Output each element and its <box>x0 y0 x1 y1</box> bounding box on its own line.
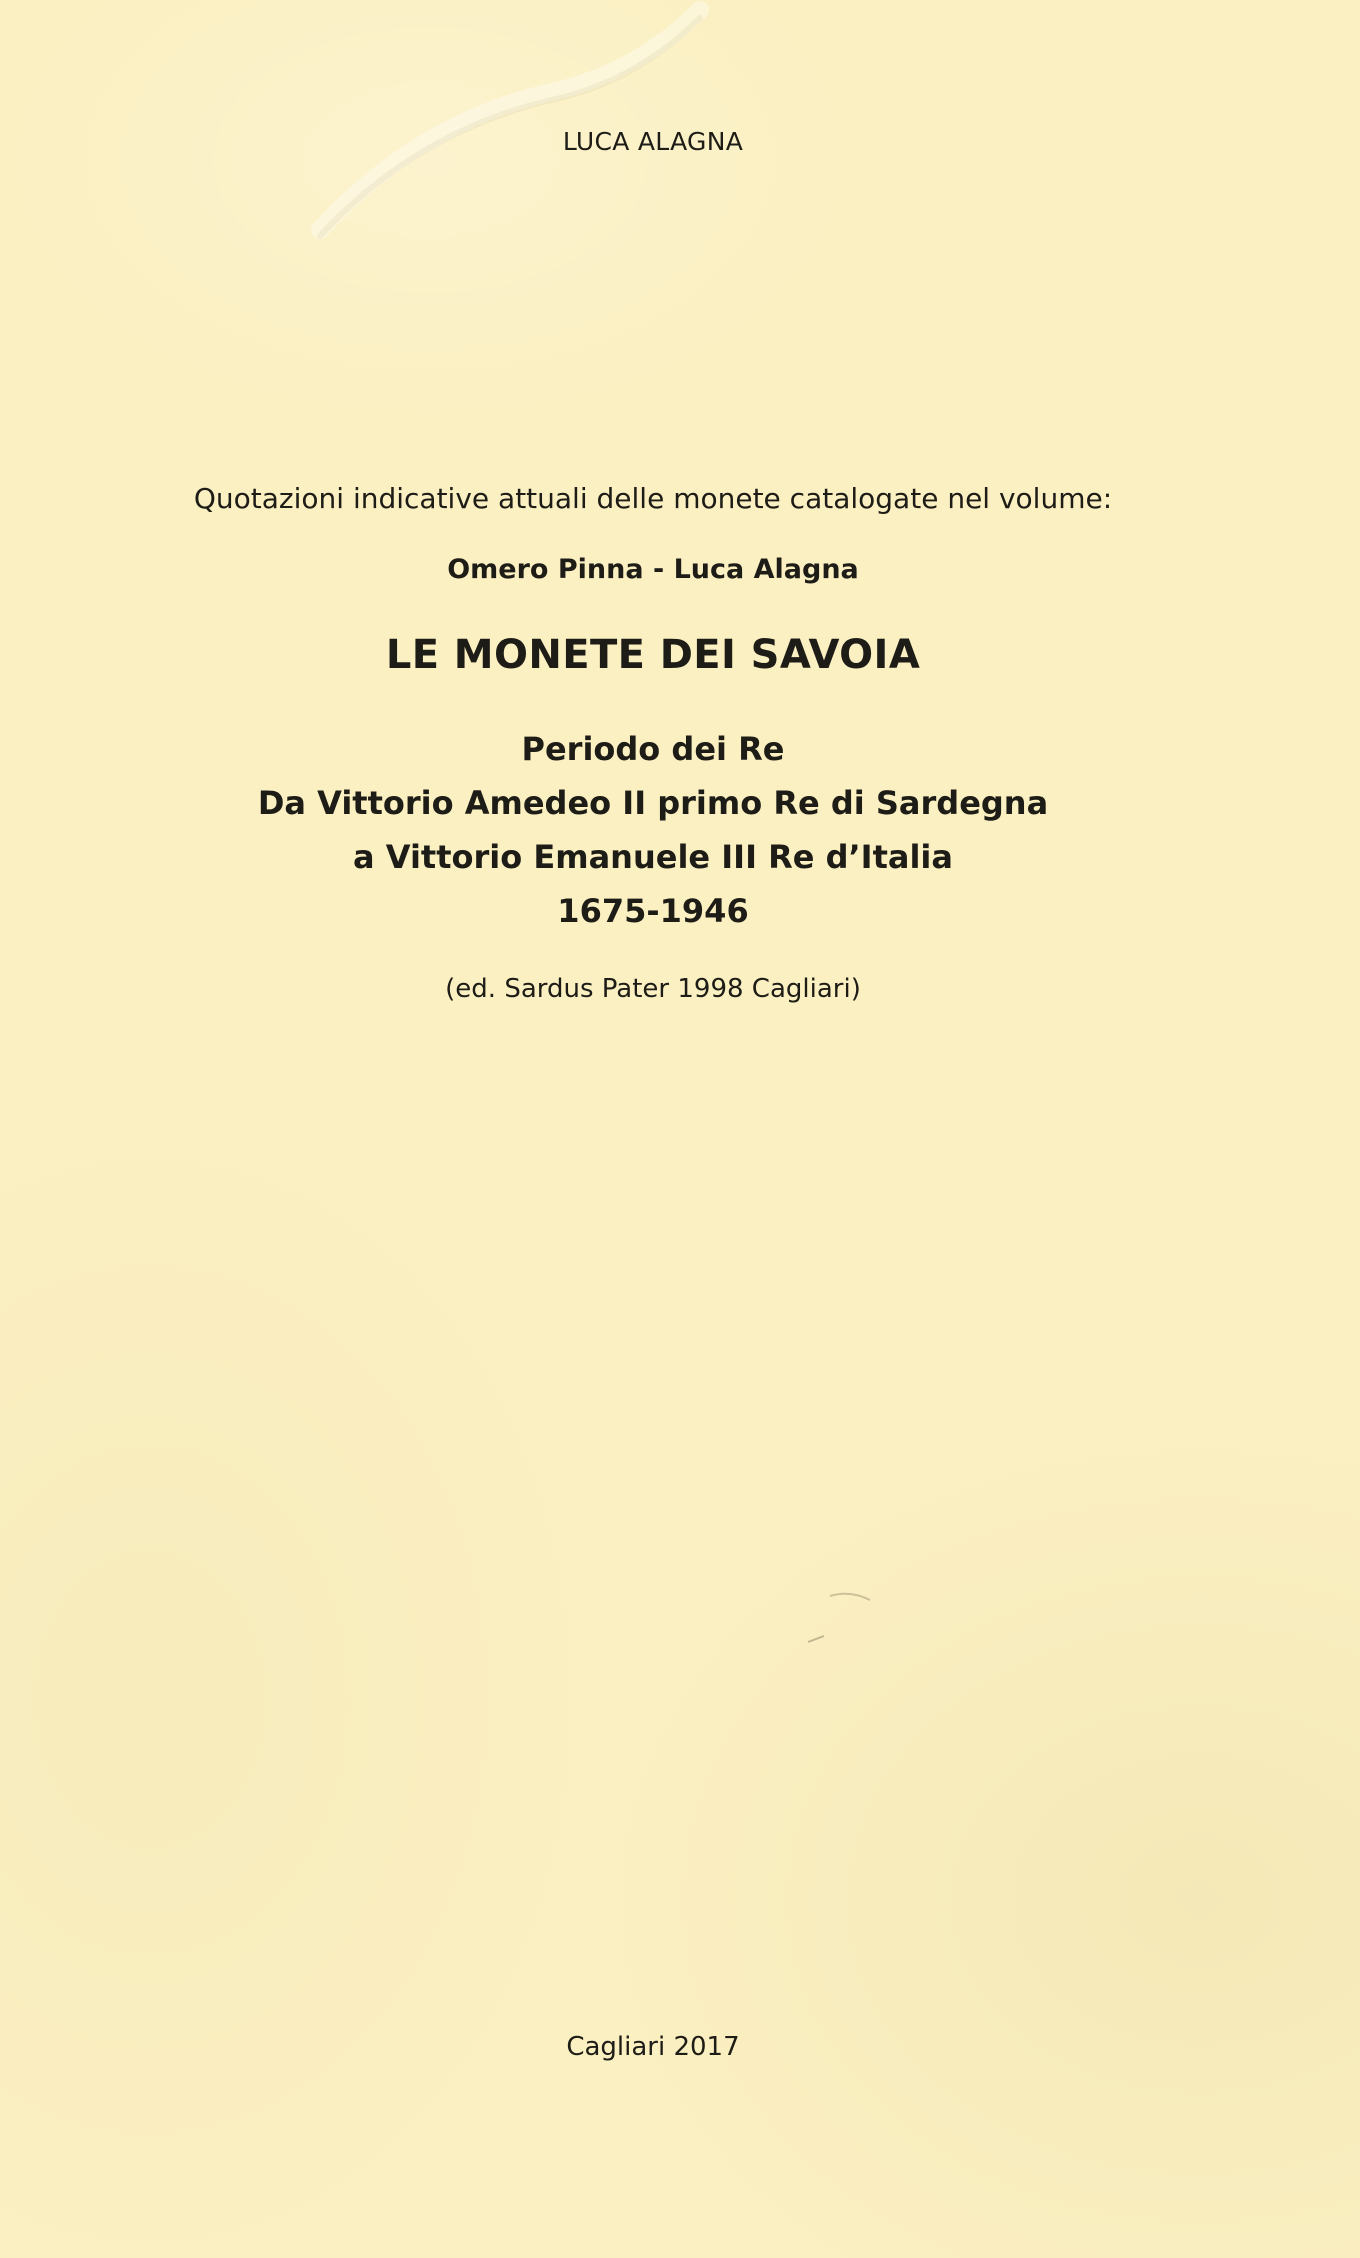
subtitle-line: Da Vittorio Amedeo II primo Re di Sardegna <box>257 784 1049 822</box>
subtitle-years: 1675-1946 <box>557 892 749 930</box>
subtitle-line: a Vittorio Emanuele III Re d’Italia <box>353 838 953 876</box>
book-title: LE MONETE DEI SAVOIA <box>385 632 921 678</box>
subtitle-line: Periodo dei Re <box>521 730 785 768</box>
author-name: LUCA ALAGNA <box>562 127 744 156</box>
coauthors: Omero Pinna - Luca Alagna <box>447 554 859 585</box>
intro-text: Quotazioni indicative attuali delle monete catalogate nel volume: <box>193 482 1113 515</box>
paper-mark-decoration <box>800 1590 880 1650</box>
place-year: Cagliari 2017 <box>566 2032 740 2062</box>
edition-note: (ed. Sardus Pater 1998 Cagliari) <box>445 974 861 1004</box>
paper-crease-decoration <box>300 0 720 250</box>
